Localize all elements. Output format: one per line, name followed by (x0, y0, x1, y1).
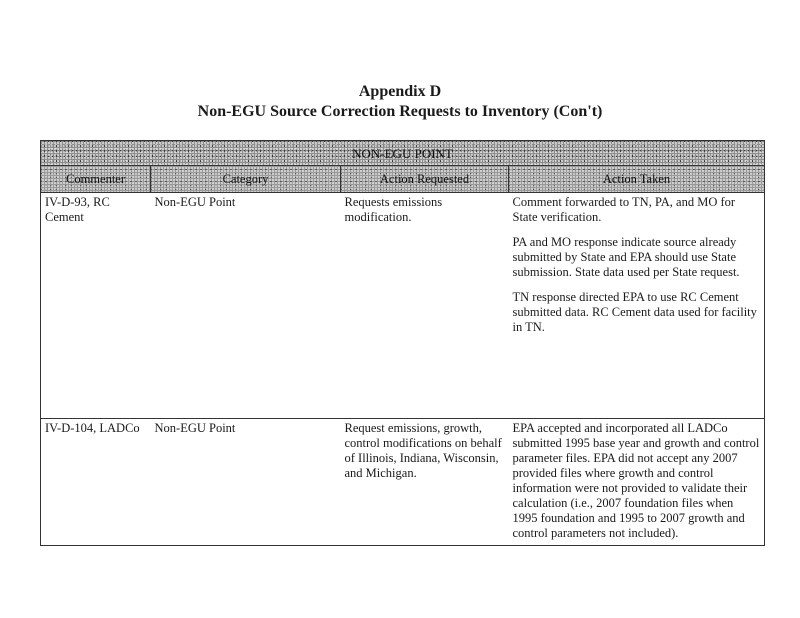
column-header-action-taken: Action Taken (509, 166, 765, 193)
action-taken-paragraph: PA and MO response indicate source already submitted by State and EPA should use State submission. State data used per State request. (512, 235, 740, 279)
action-taken-paragraph: TN response directed EPA to use RC Cement submitted data. RC Cement data used for facility in TN. (512, 290, 757, 334)
corrections-table (40, 140, 765, 546)
document-title (0, 82, 800, 122)
column-header-action-requested: Action Requested (341, 166, 509, 193)
category-cell: Non-EGU Point (151, 419, 341, 546)
column-header-commenter: Commenter (41, 166, 151, 193)
commenter-cell: IV-D-93, RC Cement (41, 193, 151, 419)
action-taken-paragraph: EPA accepted and incorporated all LADCo submitted 1995 base year and growth and control parameter files. EPA did not accept any 2007 provided files where growth and control information were not provided to validate their calculation (i.e., 2007 foundation files when 1995 foundation and 1995 to 2007 growth and control parameters not included). (512, 421, 760, 540)
action-requested-cell: Requests emissions modification. (344, 195, 443, 224)
table-row (41, 419, 765, 546)
action-taken-cell (509, 419, 765, 546)
table-row (41, 193, 765, 419)
group-header-label: NON-EGU POINT (352, 145, 453, 161)
column-header-category: Category (151, 166, 341, 193)
category-cell: Non-EGU Point (154, 195, 236, 209)
table-title: Non-EGU Source Correction Requests to Inventory (Con't) (197, 103, 603, 120)
action-taken-paragraph: Comment forwarded to TN, PA, and MO for State verification. (512, 195, 736, 224)
action-taken-cell (509, 193, 765, 419)
commenter-cell: IV-D-104, LADCo (41, 419, 151, 546)
group-header (41, 141, 765, 166)
appendix-label: Appendix D (358, 83, 442, 100)
action-requested-cell: Request emissions, growth, control modifications on behalf of Illinois, Indiana, Wisconsin, and Michigan. (341, 419, 509, 546)
